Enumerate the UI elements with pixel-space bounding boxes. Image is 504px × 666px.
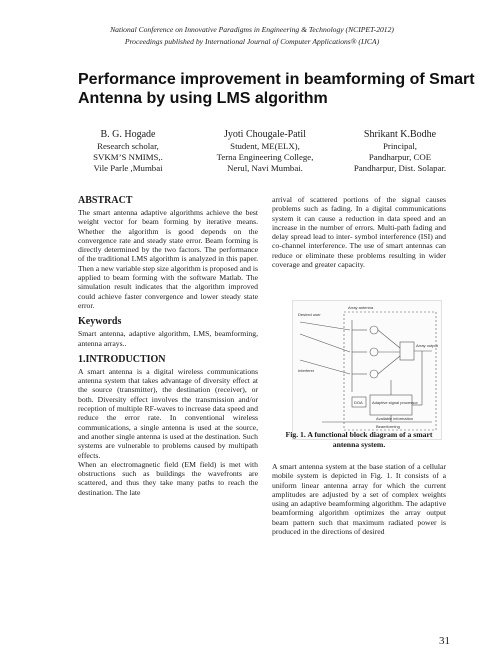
left-column <box>78 195 258 497</box>
author-affiliation: Nerul, Navi Mumbai. <box>227 163 303 173</box>
introduction-heading: 1.INTRODUCTION <box>78 353 166 365</box>
body-paragraph: arrival of scattered portions of the signal causes problems such as fading. In a digital communications system it can cause a reduction in data speed and an increase in the number of errors. Multi-path fading and delay spread lead to inter- symbol interference (ISI) and co-channel interference. The use of smart antennas can reduce or eliminate these problems resulting in wider coverage and greater capacity. <box>272 195 446 270</box>
introduction-paragraph: When an electromagnetic field (EM field) is met with obstructions such as buildings the wavefronts are scattered, and thus they take many paths to reach the destination. The late <box>78 459 258 497</box>
author-affiliation: Pandharpur, Dist. Solapar. <box>353 163 447 173</box>
author-name: Jyoti Chougale-Patil <box>224 129 306 140</box>
abstract-heading: ABSTRACT <box>78 195 133 206</box>
abstract-text: The smart antenna adaptive algorithms achieve the best weight vector for beam forming by iterative means. Whether the algorithm is good depends on the convergence rate and steady state error. Beam forming is directly determined by the two factors. The performance of the traditional LMS algorithm is analyzed in this paper. Then a new variable step size algorithm is proposed and is applied to beam forming with the software Matlab. The simulation result indicates that the algorithm improved could achieve faster convergence and lower steady state error. <box>78 208 258 310</box>
figure-label-doa: DOA <box>354 400 363 405</box>
author-3 <box>330 128 470 174</box>
block-diagram-figure <box>292 300 442 440</box>
figure-label-array: Array antenna <box>348 305 374 310</box>
figure-label-dsp: Adaptive signal processor <box>372 400 418 405</box>
proceedings-header: Proceedings published by International Journal of Computer Applications® (IJCA) <box>124 37 380 46</box>
figure-label-info: Available information <box>376 416 414 421</box>
author-1 <box>63 128 193 174</box>
keywords-heading: Keywords <box>78 316 122 328</box>
conference-header: National Conference on Innovative Paradigms in Engineering & Technology (NCIPET-2012) <box>110 25 394 34</box>
figure-label-desired: Desired user <box>298 312 321 317</box>
figure-caption: Fig. 1. A functional block diagram of a smart antenna system. <box>285 430 433 449</box>
author-name: Shrikant K.Bodhe <box>363 129 437 140</box>
body-paragraph: A smart antenna system at the base station of a cellular mobile system is depicted in Fig. 1. It consists of a uniform linear antenna array for which the current amplitudes are adjusted by a set of complex weights using an adaptive beamforming algorithm. The adaptive beamforming algorithm optimizes the array output beam pattern such that maximum radiated power is produced in the directions of desired <box>272 462 446 537</box>
author-name: B. G. Hogade <box>100 129 156 140</box>
author-2 <box>200 128 330 174</box>
author-affiliation: Student, ME(ELX), <box>230 141 300 151</box>
author-affiliation: Research scholar, <box>97 141 159 151</box>
page-number: 31 <box>439 635 450 647</box>
figure-label-output: Array output <box>416 343 438 348</box>
keywords-text: Smart antenna, adaptive algorithm, LMS, beamforming, antenna arrays.. <box>78 329 258 348</box>
author-affiliation: Vile Parle ,Mumbai <box>93 163 163 173</box>
paper-title: Performance improvement in beamforming of Smart Antenna by using LMS algorithm <box>78 71 475 107</box>
author-affiliation: Principal, <box>383 141 417 151</box>
author-affiliation: Pandharpur, COE <box>368 152 432 162</box>
right-column-top <box>272 195 446 269</box>
author-affiliation: Terna Engineering College, <box>216 152 314 162</box>
author-affiliation: SVKM’S NMIMS,. <box>93 152 163 162</box>
introduction-paragraph: A smart antenna is a digital wireless communications antenna system that takes advantage of diversity effect at the source (transmitter), the destination (receiver), or both. Diversity effect involves the transmission and/or reception of multiple RF-waves to increase data speed and reduce the error rate. In conventional wireless communications, a single antenna is used at the source, and another single antenna is used at the destination. Such systems are vulnerable to problems caused by multipath effects. <box>78 366 258 460</box>
figure-label-interferer: Interferer <box>298 368 315 373</box>
figure-label-beam: Beamforming <box>376 424 400 429</box>
right-column-bottom <box>272 462 446 536</box>
